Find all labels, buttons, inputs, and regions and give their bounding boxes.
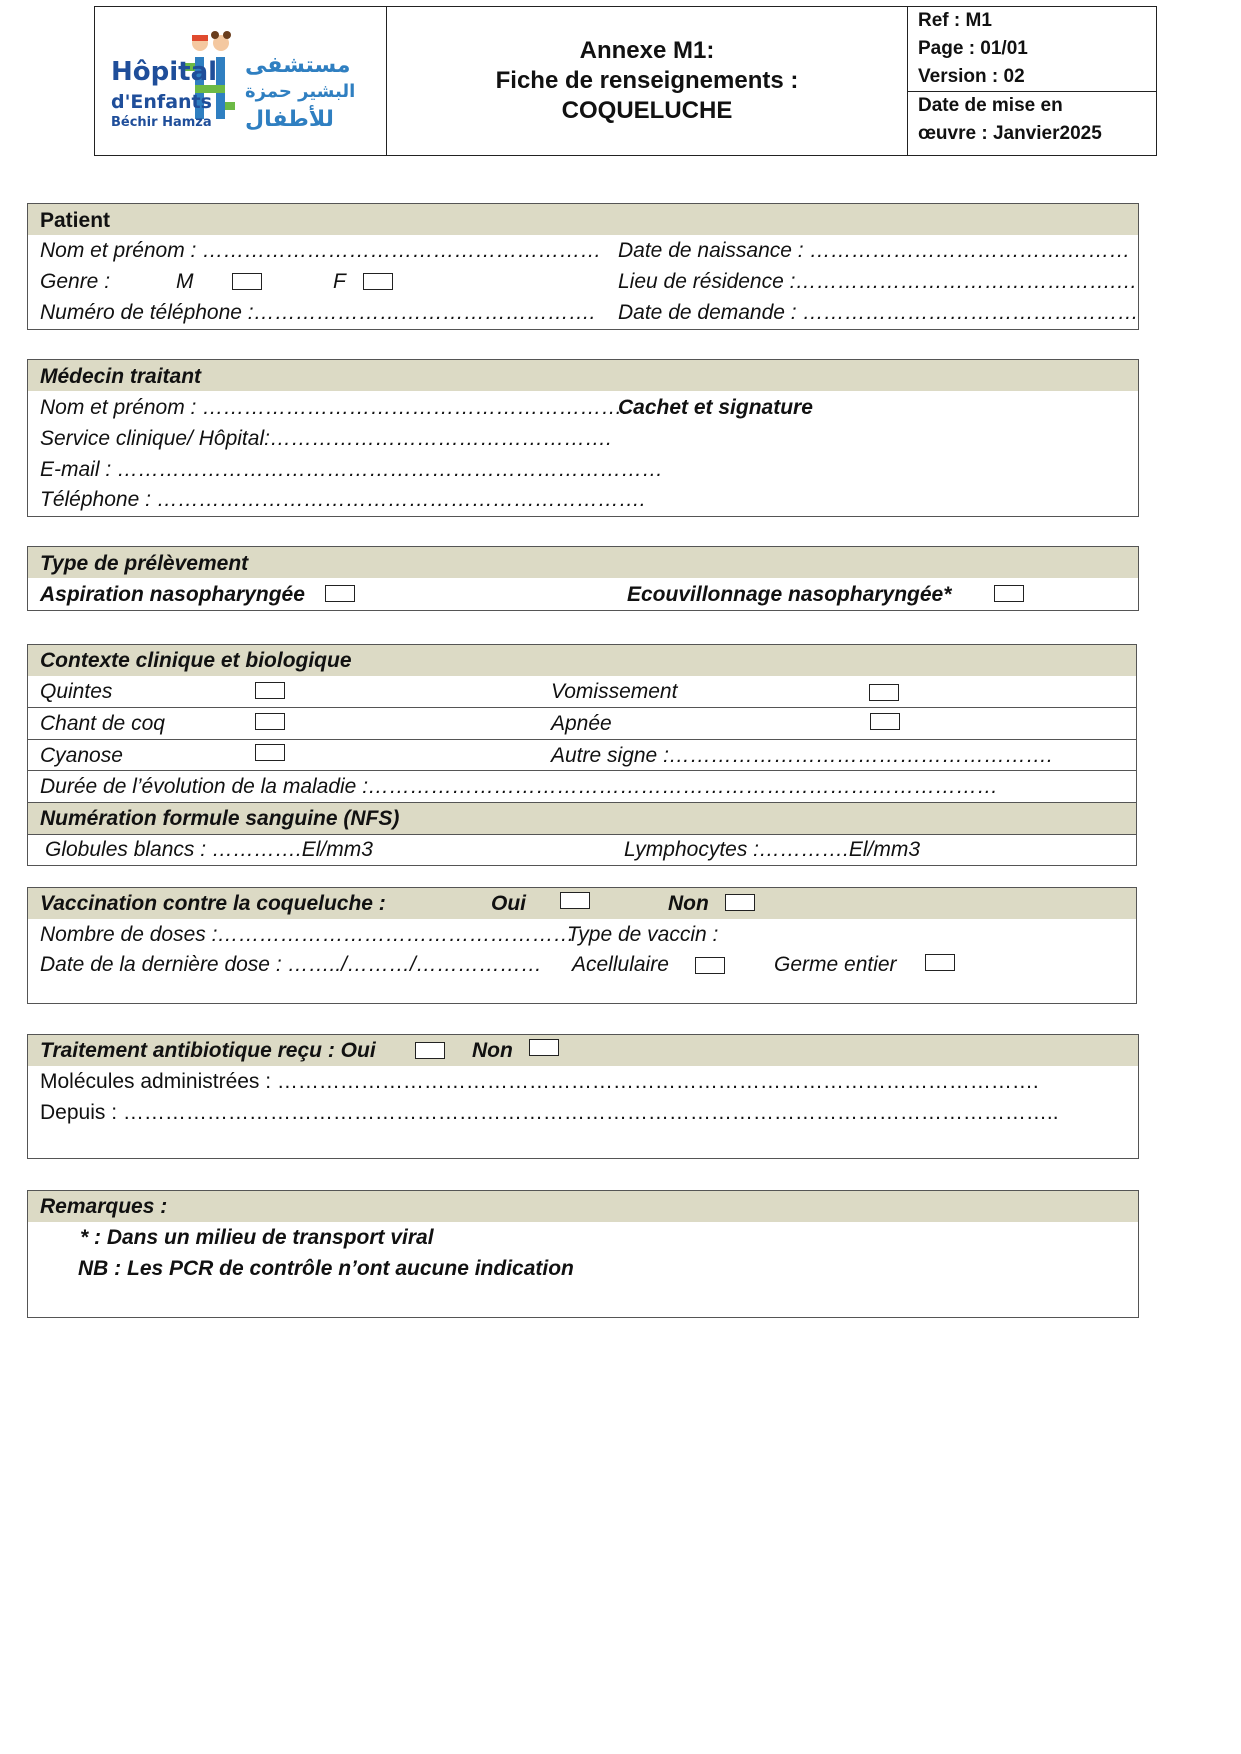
vaccination-title: Vaccination contre la coqueluche : — [40, 892, 386, 915]
title-cell — [387, 7, 908, 155]
traitement-oui-checkbox[interactable] — [415, 1042, 445, 1059]
molecules-field[interactable]: Molécules administrées : ………………………………………………………………………………………………. — [40, 1070, 1039, 1093]
patient-genre-label: Genre : — [40, 270, 111, 293]
genre-f-checkbox[interactable] — [363, 273, 393, 290]
medecin-telephone-field[interactable]: Téléphone : ……………………………………………………………. — [40, 488, 646, 511]
contexte-section — [27, 644, 1137, 866]
logo-cell — [95, 7, 387, 155]
vaccination-section — [27, 887, 1137, 1004]
medecin-title: Médecin traitant — [40, 365, 202, 388]
title-annexe: Annexe M1: — [579, 37, 715, 64]
patient-telephone-field[interactable]: Numéro de téléphone :…………………………………………. — [40, 301, 596, 324]
row-divider — [28, 707, 1136, 708]
autre-signe-field[interactable]: Autre signe :………………………………………………. — [551, 744, 1053, 767]
row-divider — [28, 770, 1136, 771]
meta-ref: Ref : M1 — [918, 10, 992, 31]
logo-arabic-3: للأطفال — [245, 107, 334, 132]
quintes-checkbox[interactable] — [255, 682, 285, 699]
patient-nom-field[interactable]: Nom et prénom : ………………………………………………… — [40, 239, 602, 262]
title-coqueluche: COQUELUCHE — [561, 97, 733, 124]
globules-field[interactable]: Globules blancs : ………….El/mm3 — [45, 838, 373, 861]
apnee-label: Apnée — [551, 712, 612, 735]
ecouvillonnage-checkbox[interactable] — [994, 585, 1024, 602]
chant-label: Chant de coq — [40, 712, 165, 735]
traitement-non-label: Non — [472, 1039, 513, 1062]
vaccination-oui-checkbox[interactable] — [560, 892, 590, 909]
vaccination-non-label: Non — [668, 892, 709, 915]
patient-demande-field[interactable]: Date de demande : ………………………………………… — [618, 301, 1139, 324]
medecin-nom-field[interactable]: Nom et prénom : ……………………………………………………. — [40, 396, 629, 419]
meta-divider — [908, 91, 1156, 92]
logo-arabic-1: مستشفى — [245, 53, 351, 78]
meta-date-1: Date de mise en — [918, 95, 1063, 116]
remarque-pcr: NB : Les PCR de contrôle n’ont aucune indication — [78, 1257, 574, 1280]
meta-date-2: œuvre : Janvier2025 — [918, 123, 1102, 144]
acellulaire-checkbox[interactable] — [695, 957, 725, 974]
remarques-band — [28, 1191, 1138, 1222]
traitement-non-checkbox[interactable] — [529, 1039, 559, 1056]
medecin-cachet-label: Cachet et signature — [618, 396, 813, 419]
genre-f-label: F — [333, 270, 346, 293]
row-divider — [28, 739, 1136, 740]
meta-page: Page : 01/01 — [918, 38, 1028, 59]
germe-entier-checkbox[interactable] — [925, 954, 955, 971]
medecin-email-field[interactable]: E-mail : …………………………………………………………………… — [40, 458, 664, 481]
meta-cell — [908, 7, 1156, 155]
patient-title: Patient — [40, 209, 111, 232]
patient-naissance-field[interactable]: Date de naissance : ……………………………….……… — [618, 239, 1131, 262]
apnee-checkbox[interactable] — [870, 713, 900, 730]
logo-text-bechir: Béchir Hamza — [111, 115, 212, 130]
patient-residence-field[interactable]: Lieu de résidence :……………………………………….… — [618, 270, 1138, 293]
genre-m-checkbox[interactable] — [232, 273, 262, 290]
aspiration-checkbox[interactable] — [325, 585, 355, 602]
remarques-title: Remarques : — [40, 1195, 168, 1218]
chant-checkbox[interactable] — [255, 713, 285, 730]
traitement-section — [27, 1034, 1139, 1159]
prelevement-title: Type de prélèvement — [40, 552, 249, 575]
medecin-section — [27, 359, 1139, 517]
remarques-section — [27, 1190, 1139, 1318]
vaccination-oui-label: Oui — [491, 892, 526, 915]
patient-section — [27, 203, 1139, 330]
lymphocytes-field[interactable]: Lymphocytes :………….El/mm3 — [624, 838, 921, 861]
ecouvillonnage-label: Ecouvillonnage nasopharyngée* — [627, 583, 952, 606]
logo-text-enfants: d'Enfants — [111, 91, 212, 113]
quintes-label: Quintes — [40, 680, 113, 703]
traitement-title: Traitement antibiotique reçu : Oui — [40, 1039, 376, 1062]
medecin-service-field[interactable]: Service clinique/ Hôpital:…………………………………………. — [40, 427, 612, 450]
remarque-transport: * : Dans un milieu de transport viral — [80, 1226, 434, 1249]
title-fiche: Fiche de renseignements : — [495, 67, 799, 94]
genre-m-label: M — [176, 270, 194, 293]
depuis-field[interactable]: Depuis : …………………………………………………………………………………………………………………….. — [40, 1101, 1059, 1124]
nfs-title: Numération formule sanguine (NFS) — [40, 807, 400, 830]
row-divider — [28, 834, 1136, 835]
vomissement-label: Vomissement — [551, 680, 678, 703]
cyanose-label: Cyanose — [40, 744, 123, 767]
contexte-title: Contexte clinique et biologique — [40, 649, 352, 672]
meta-version: Version : 02 — [918, 66, 1025, 87]
logo-text-hopital: Hôpital — [111, 57, 218, 87]
vomissement-checkbox[interactable] — [869, 684, 899, 701]
type-vaccin-label: Type de vaccin : — [567, 923, 719, 946]
patient-band — [28, 204, 1138, 235]
doses-field[interactable]: Nombre de doses :…………………………………………… — [40, 923, 575, 946]
acellulaire-label: Acellulaire — [572, 953, 669, 976]
aspiration-label: Aspiration nasopharyngée — [40, 583, 305, 606]
vaccination-non-checkbox[interactable] — [725, 894, 755, 911]
duree-field[interactable]: Durée de l’évolution de la maladie :……………………………………………………………………………… — [40, 775, 999, 798]
germe-entier-label: Germe entier — [774, 953, 897, 976]
logo-arabic-2: البشير حمزة — [245, 81, 356, 102]
document-header — [94, 6, 1157, 156]
derniere-dose-field[interactable]: Date de la dernière dose : ……../………/……………… — [40, 953, 542, 976]
prelevement-section — [27, 546, 1139, 611]
cyanose-checkbox[interactable] — [255, 744, 285, 761]
